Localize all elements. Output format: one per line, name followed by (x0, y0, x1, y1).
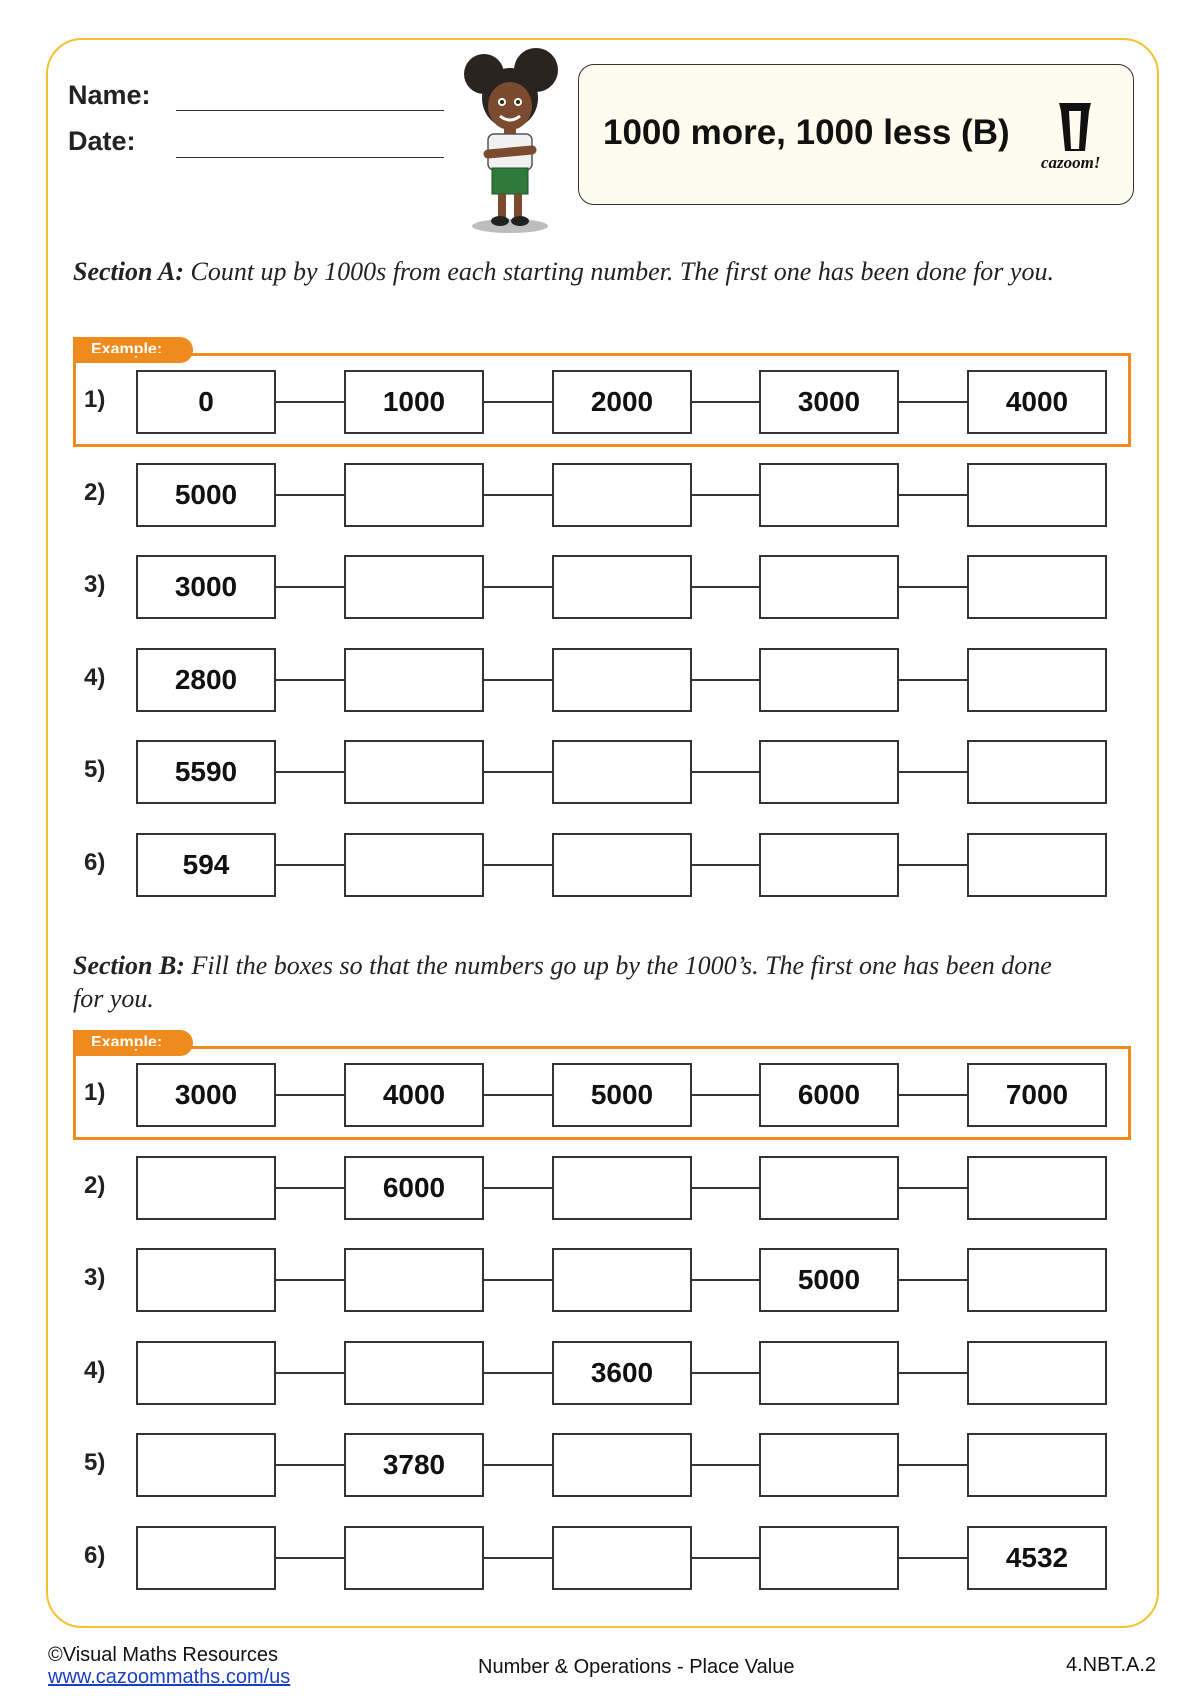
row-number: 2) (84, 1171, 106, 1199)
connector-line (692, 494, 759, 496)
connector-line (276, 586, 344, 588)
number-track-row (0, 1433, 1200, 1497)
answer-box[interactable] (759, 463, 899, 527)
connector-line (692, 771, 759, 773)
footer-website-link[interactable]: www.cazoommaths.com/us (48, 1666, 291, 1688)
connector-line (899, 1464, 967, 1466)
connector-line (899, 864, 967, 866)
answer-box[interactable] (552, 1248, 692, 1312)
section-a-instructions (73, 255, 1073, 288)
answer-box[interactable] (759, 555, 899, 619)
number-box: 594 (136, 833, 276, 897)
number-box: 3000 (136, 555, 276, 619)
connector-line (484, 1187, 552, 1189)
connector-line (276, 1464, 344, 1466)
number-box: 0 (136, 370, 276, 434)
connector-line (276, 1187, 344, 1189)
answer-box[interactable] (967, 1156, 1107, 1220)
connector-line (484, 1094, 552, 1096)
connector-line (692, 679, 759, 681)
connector-line (692, 1464, 759, 1466)
row-number: 4) (84, 1356, 106, 1384)
number-track-row (0, 1156, 1200, 1220)
number-track-row (0, 1341, 1200, 1405)
date-label: Date: (68, 126, 136, 156)
connector-line (484, 679, 552, 681)
connector-line (899, 679, 967, 681)
answer-box[interactable] (344, 648, 484, 712)
answer-box[interactable] (344, 1526, 484, 1590)
answer-box[interactable] (344, 833, 484, 897)
connector-line (276, 1094, 344, 1096)
number-track-row (0, 648, 1200, 712)
connector-line (899, 1094, 967, 1096)
answer-box[interactable] (552, 1526, 692, 1590)
answer-box[interactable] (136, 1341, 276, 1405)
connector-line (484, 1557, 552, 1559)
number-box: 5590 (136, 740, 276, 804)
connector-line (692, 1557, 759, 1559)
date-field[interactable] (176, 157, 444, 158)
connector-line (276, 771, 344, 773)
connector-line (899, 494, 967, 496)
number-box: 3780 (344, 1433, 484, 1497)
number-box: 3000 (759, 370, 899, 434)
footer-copyright: ©Visual Maths Resources (48, 1644, 279, 1666)
number-box: 6000 (759, 1063, 899, 1127)
section-b-example-tab: Example: (73, 1030, 193, 1056)
number-track-row (0, 1063, 1200, 1127)
number-track-row (0, 370, 1200, 434)
answer-box[interactable] (967, 833, 1107, 897)
answer-box[interactable] (967, 1248, 1107, 1312)
number-box: 5000 (136, 463, 276, 527)
connector-line (899, 1187, 967, 1189)
logo-text: cazoom! (1041, 153, 1101, 172)
footer-topic: Number & Operations - Place Value (478, 1656, 795, 1678)
answer-box[interactable] (344, 1341, 484, 1405)
answer-box[interactable] (967, 1341, 1107, 1405)
answer-box[interactable] (967, 555, 1107, 619)
answer-box[interactable] (344, 555, 484, 619)
connector-line (899, 586, 967, 588)
answer-box[interactable] (136, 1156, 276, 1220)
connector-line (692, 864, 759, 866)
section-a-example-tab: Example: (73, 337, 193, 363)
row-number: 3) (84, 571, 106, 598)
connector-line (692, 1187, 759, 1189)
answer-box[interactable] (967, 1433, 1107, 1497)
connector-line (484, 864, 552, 866)
connector-line (692, 1094, 759, 1096)
number-track-row (0, 555, 1200, 619)
connector-line (692, 586, 759, 588)
number-track-row (0, 1248, 1200, 1312)
connector-line (484, 1464, 552, 1466)
row-number: 1) (84, 1079, 106, 1106)
connector-line (484, 586, 552, 588)
connector-line (899, 401, 967, 403)
mascot-girl-icon (452, 44, 582, 234)
connector-line (899, 771, 967, 773)
answer-box[interactable] (136, 1248, 276, 1312)
connector-line (692, 1372, 759, 1374)
answer-box[interactable] (552, 1433, 692, 1497)
answer-box[interactable] (759, 833, 899, 897)
row-number: 1) (84, 386, 106, 413)
connector-line (899, 1279, 967, 1281)
footer-credit (48, 1644, 290, 1688)
connector-line (484, 1279, 552, 1281)
row-number: 6) (84, 848, 106, 876)
name-label: Name: (68, 80, 151, 110)
answer-box[interactable] (344, 463, 484, 527)
answer-box[interactable] (759, 648, 899, 712)
row-number: 6) (84, 1541, 106, 1569)
footer-standard: 4.NBT.A.2 (1066, 1654, 1157, 1676)
number-box: 2800 (136, 648, 276, 712)
answer-box[interactable] (552, 463, 692, 527)
connector-line (692, 401, 759, 403)
row-number: 5) (84, 1449, 106, 1476)
answer-box[interactable] (759, 1156, 899, 1220)
section-a-text: Count up by 1000s from each starting number. The first one has been done for you. (190, 257, 1054, 286)
answer-box[interactable] (759, 740, 899, 804)
row-number: 2) (84, 478, 106, 506)
connector-line (692, 1279, 759, 1281)
connector-line (899, 1557, 967, 1559)
row-number: 5) (84, 756, 106, 783)
connector-line (276, 494, 344, 496)
answer-box[interactable] (967, 463, 1107, 527)
answer-box[interactable] (552, 740, 692, 804)
connector-line (276, 1557, 344, 1559)
answer-box[interactable] (344, 740, 484, 804)
connector-line (484, 494, 552, 496)
connector-line (276, 401, 344, 403)
answer-box[interactable] (552, 648, 692, 712)
answer-box[interactable] (759, 1341, 899, 1405)
number-box: 5000 (552, 1063, 692, 1127)
number-box: 3000 (136, 1063, 276, 1127)
number-box: 7000 (967, 1063, 1107, 1127)
number-box: 2000 (552, 370, 692, 434)
answer-box[interactable] (759, 1433, 899, 1497)
section-b-heading: Section B: (73, 951, 185, 980)
connector-line (276, 679, 344, 681)
answer-box[interactable] (552, 833, 692, 897)
worksheet-title: 1000 more, 1000 less (B) (603, 113, 1010, 152)
connector-line (276, 1279, 344, 1281)
number-box: 4532 (967, 1526, 1107, 1590)
number-box: 6000 (344, 1156, 484, 1220)
number-box: 4000 (967, 370, 1107, 434)
answer-box[interactable] (136, 1433, 276, 1497)
name-field[interactable] (176, 110, 444, 111)
row-number: 3) (84, 1264, 106, 1291)
connector-line (484, 771, 552, 773)
number-box: 3600 (552, 1341, 692, 1405)
connector-line (276, 1372, 344, 1374)
answer-box[interactable] (967, 740, 1107, 804)
answer-box[interactable] (759, 1526, 899, 1590)
answer-box[interactable] (552, 1156, 692, 1220)
number-box: 4000 (344, 1063, 484, 1127)
connector-line (484, 401, 552, 403)
connector-line (484, 1372, 552, 1374)
number-track-row (0, 1526, 1200, 1590)
number-track-row (0, 833, 1200, 897)
number-track-row (0, 463, 1200, 527)
answer-box[interactable] (967, 648, 1107, 712)
connector-line (899, 1372, 967, 1374)
section-b-text: Fill the boxes so that the numbers go up by the 1000’s. The first one has been done for you. (73, 951, 1052, 1013)
title-box (578, 64, 1134, 205)
section-a-heading: Section A: (73, 257, 184, 286)
answer-box[interactable] (344, 1248, 484, 1312)
number-track-row (0, 740, 1200, 804)
answer-box[interactable] (136, 1526, 276, 1590)
answer-box[interactable] (552, 555, 692, 619)
number-box: 1000 (344, 370, 484, 434)
section-b-instructions (73, 949, 1073, 1015)
connector-line (276, 864, 344, 866)
number-box: 5000 (759, 1248, 899, 1312)
row-number: 4) (84, 663, 106, 691)
